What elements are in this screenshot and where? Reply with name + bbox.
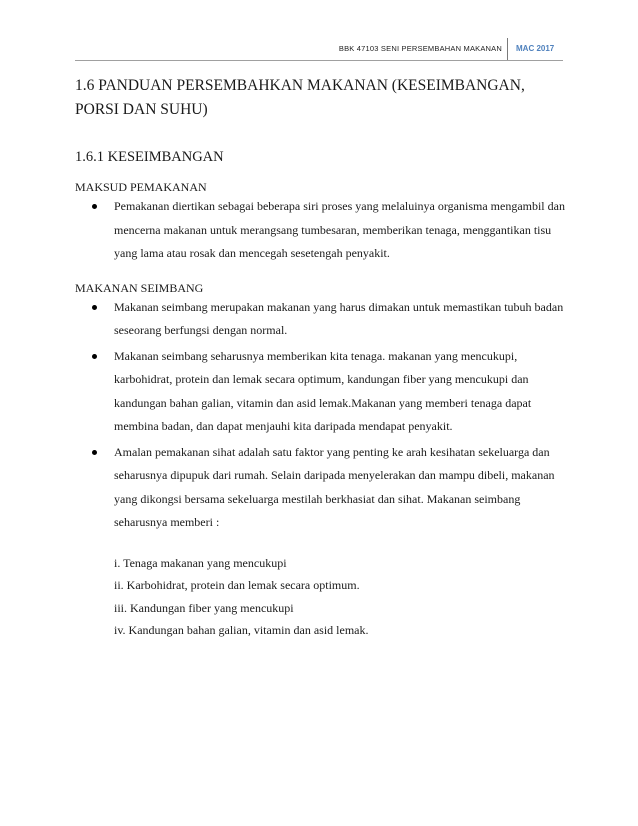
numbered-item: iv. Kandungan bahan galian, vitamin dan asid lemak. (114, 623, 369, 637)
header-rule (75, 60, 563, 61)
list-item (75, 195, 565, 266)
list-item-text: Makanan seimbang merupakan makanan yang harus dimakan untuk memastikan tubuh badan seseorang berfungsi dengan normal. (114, 299, 564, 337)
numbered-item: ii. Karbohidrat, protein dan lemak secara optimum. (114, 578, 360, 592)
numbered-list (114, 552, 565, 642)
list-item (75, 345, 565, 439)
section-makanan-seimbang (75, 280, 565, 642)
page-title: 1.6 PANDUAN PERSEMBAHKAN MAKANAN (KESEIMBANGAN, PORSI DAN SUHU) (75, 77, 525, 118)
document-body (75, 74, 565, 642)
header-divider (507, 38, 508, 60)
bullet-icon (92, 354, 97, 359)
section-maksud-pemakanan (75, 179, 565, 266)
list-item (75, 296, 565, 343)
bullet-icon (92, 450, 97, 455)
bullet-list (75, 195, 565, 266)
section-heading: MAKANAN SEIMBANG (75, 280, 204, 295)
list-item-text: Pemakanan diertikan sebagai beberapa siri proses yang melaluinya organisma mengambil dan mencerna makanan untuk merangsang tumbesaran, memberikan tenaga, menggantikan tisu yang lama atau rosak dan mencegah sesetengah penyakit. (114, 199, 565, 260)
header-course-title: BBK 47103 SENI PERSEMBAHAN MAKANAN (338, 44, 502, 53)
list-item-text: Amalan pemakanan sihat adalah satu faktor yang penting ke arah kesihatan sekeluarga dan seharusnya dipupuk dari rumah. Selain daripada menyelerakan dan mampu dibeli, makanan yang dikongsi bersama sekeluarga mestilah berkhasiat dan sihat. Makanan seimbang seharusnya memberi : (114, 444, 555, 529)
header-date: MAC 2017 (516, 44, 555, 53)
section-subtitle: 1.6.1 KESEIMBANGAN (75, 149, 224, 165)
numbered-item: iii. Kandungan fiber yang mencukupi (114, 600, 294, 615)
section-heading: MAKSUD PEMAKANAN (75, 180, 207, 194)
list-item-text: Makanan seimbang seharusnya memberikan kita tenaga. makanan yang mencukupi, karbohidrat, protein dan lemak secara optimum, kandungan fiber yang mencukupi dan kandungan bahan galian, vitamin dan asid lemak.Makanan yang memberi tenaga dapat membina badan, dan dapat menjauhi kita daripada mendapat penyakit. (114, 348, 532, 433)
list-item (75, 441, 565, 535)
numbered-item: i. Tenaga makanan yang mencukupi (114, 555, 287, 570)
page-header (0, 38, 638, 60)
bullet-icon (92, 305, 97, 310)
bullet-icon (92, 204, 97, 209)
bullet-list (75, 296, 565, 535)
